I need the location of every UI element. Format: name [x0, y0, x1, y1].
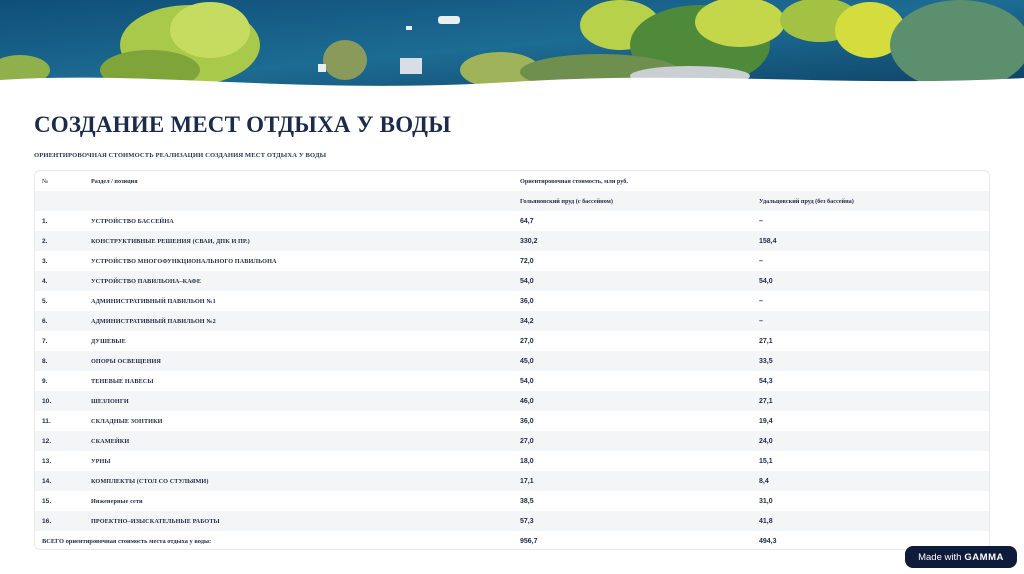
table-row [35, 511, 990, 531]
table-subheader-row [35, 191, 990, 211]
lake-aerial-illustration [0, 0, 1024, 92]
made-with-gamma-badge[interactable] [905, 546, 1017, 568]
row-value-golyanovsky: 36,0 [520, 297, 534, 305]
row-number: 10. [35, 391, 91, 411]
row-number: 14. [35, 471, 91, 491]
row-name: ДУШЕВЫЕ [91, 337, 126, 345]
page-title: СОЗДАНИЕ МЕСТ ОТДЫХА У ВОДЫ [34, 112, 451, 137]
header-banner-image [0, 0, 1024, 92]
table-header-row [35, 171, 990, 191]
row-value-golyanovsky: 38,5 [520, 497, 534, 505]
row-number: 16. [35, 511, 91, 531]
row-name: ШЕЗЛОНГИ [91, 391, 520, 411]
row-value-golyanovsky: 17,1 [520, 471, 759, 491]
row-value-udaltsovsky: – [759, 311, 990, 331]
badge-brand: GAMMA [964, 551, 1004, 563]
row-name: ТЕНЕВЫЕ НАВЕСЫ [91, 377, 154, 385]
row-value-golyanovsky: 72,0 [520, 257, 534, 265]
row-name: КОМПЛЕКТЫ (СТОЛ СО СТУЛЬЯМИ) [91, 471, 520, 491]
row-name: СКЛАДНЫЕ ЗОНТИКИ [91, 417, 163, 425]
row-number: 6. [35, 311, 91, 331]
row-value-golyanovsky: 27,0 [520, 337, 534, 345]
row-name: АДМИНИСТРАТИВНЫЙ ПАВИЛЬОН №1 [91, 297, 216, 305]
row-value-udaltsovsky: 31,0 [759, 497, 773, 505]
table-row [35, 411, 990, 431]
row-number: 5. [42, 297, 48, 305]
row-name: УСТРОЙСТВО ПАВИЛЬОНА–КАФЕ [91, 271, 520, 291]
total-value-golyanovsky: 956,7 [520, 537, 538, 545]
row-value-udaltsovsky: 158,4 [759, 231, 990, 251]
table-row [35, 231, 990, 251]
table-row [35, 451, 990, 471]
row-value-golyanovsky: 54,0 [520, 271, 759, 291]
row-name: Инженерные сети [91, 497, 143, 505]
row-number: 7. [42, 337, 48, 345]
row-value-golyanovsky: 34,2 [520, 311, 759, 331]
row-value-golyanovsky: 64,7 [520, 217, 534, 225]
row-value-golyanovsky: 46,0 [520, 391, 759, 411]
row-name: УСТРОЙСТВО БАССЕЙНА [91, 217, 174, 225]
row-value-udaltsovsky: 19,4 [759, 417, 773, 425]
header-num: № [42, 177, 49, 185]
page-subtitle: ОРИЕНТИРОВОЧНАЯ СТОИМОСТЬ РЕАЛИЗАЦИИ СОЗДАНИЯ МЕСТ ОТДЫХА У ВОДЫ [34, 152, 327, 159]
row-value-golyanovsky: 45,0 [520, 351, 759, 371]
row-value-golyanovsky: 330,2 [520, 231, 759, 251]
table-row [35, 271, 990, 291]
header-col1: Гольяновский пруд (с бассейном) [520, 191, 759, 211]
table-row [35, 471, 990, 491]
row-value-udaltsovsky: – [759, 297, 763, 305]
table-total-row [35, 531, 990, 550]
row-value-udaltsovsky: – [759, 257, 763, 265]
table-row [35, 371, 990, 391]
row-value-udaltsovsky: 33,5 [759, 351, 990, 371]
row-name: ОПОРЫ ОСВЕЩЕНИЯ [91, 351, 520, 371]
table-row [35, 291, 990, 311]
row-number: 2. [35, 231, 91, 251]
table-row [35, 431, 990, 451]
row-number: 1. [42, 217, 48, 225]
row-number: 15. [42, 497, 52, 505]
row-name: КОНСТРУКТИВНЫЕ РЕШЕНИЯ (СВАИ, ДПК И ПР.) [91, 231, 520, 251]
row-value-udaltsovsky: – [759, 217, 763, 225]
row-value-udaltsovsky: 15,1 [759, 457, 773, 465]
row-name: СКАМЕЙКИ [91, 431, 520, 451]
row-value-udaltsovsky: 27,1 [759, 337, 773, 345]
row-name: ПРОЕКТНО–ИЗЫСКАТЕЛЬНЫЕ РАБОТЫ [91, 511, 520, 531]
row-value-golyanovsky: 18,0 [520, 457, 534, 465]
header-cost: Ориентировочная стоимость, млн руб. [520, 177, 628, 185]
row-value-golyanovsky: 54,0 [520, 377, 534, 385]
row-number: 8. [35, 351, 91, 371]
row-value-udaltsovsky: 24,0 [759, 431, 990, 451]
row-number: 3. [42, 257, 48, 265]
table-row [35, 311, 990, 331]
row-value-udaltsovsky: 54,3 [759, 377, 773, 385]
badge-prefix: Made with [918, 551, 962, 563]
row-number: 11. [42, 417, 51, 425]
header-col2: Удальцовский пруд (без бассейна) [759, 191, 990, 211]
row-number: 12. [35, 431, 91, 451]
row-number: 9. [42, 377, 48, 385]
total-label: ВСЕГО ориентировочная стоимость места отдыха у воды: [42, 537, 212, 545]
row-number: 4. [35, 271, 91, 291]
row-value-udaltsovsky: 54,0 [759, 271, 990, 291]
total-value-udaltsovsky: 494,3 [759, 537, 777, 545]
cost-table [34, 170, 990, 550]
row-number: 13. [42, 457, 52, 465]
table-row [35, 331, 990, 351]
table-row [35, 391, 990, 411]
table-row [35, 251, 990, 271]
row-value-golyanovsky: 57,3 [520, 511, 759, 531]
row-name: УСТРОЙСТВО МНОГОФУНКЦИОНАЛЬНОГО ПАВИЛЬОНА [91, 257, 277, 265]
table-row [35, 491, 990, 511]
table-row [35, 211, 990, 231]
row-value-udaltsovsky: 27,1 [759, 391, 990, 411]
row-value-udaltsovsky: 41,8 [759, 511, 990, 531]
row-name: УРНЫ [91, 457, 111, 465]
row-value-golyanovsky: 36,0 [520, 417, 534, 425]
table-row [35, 351, 990, 371]
row-name: АДМИНИСТРАТИВНЫЙ ПАВИЛЬОН №2 [91, 311, 520, 331]
row-value-udaltsovsky: 8,4 [759, 471, 990, 491]
header-name: Раздел / позиция [91, 177, 138, 185]
row-value-golyanovsky: 27,0 [520, 431, 759, 451]
